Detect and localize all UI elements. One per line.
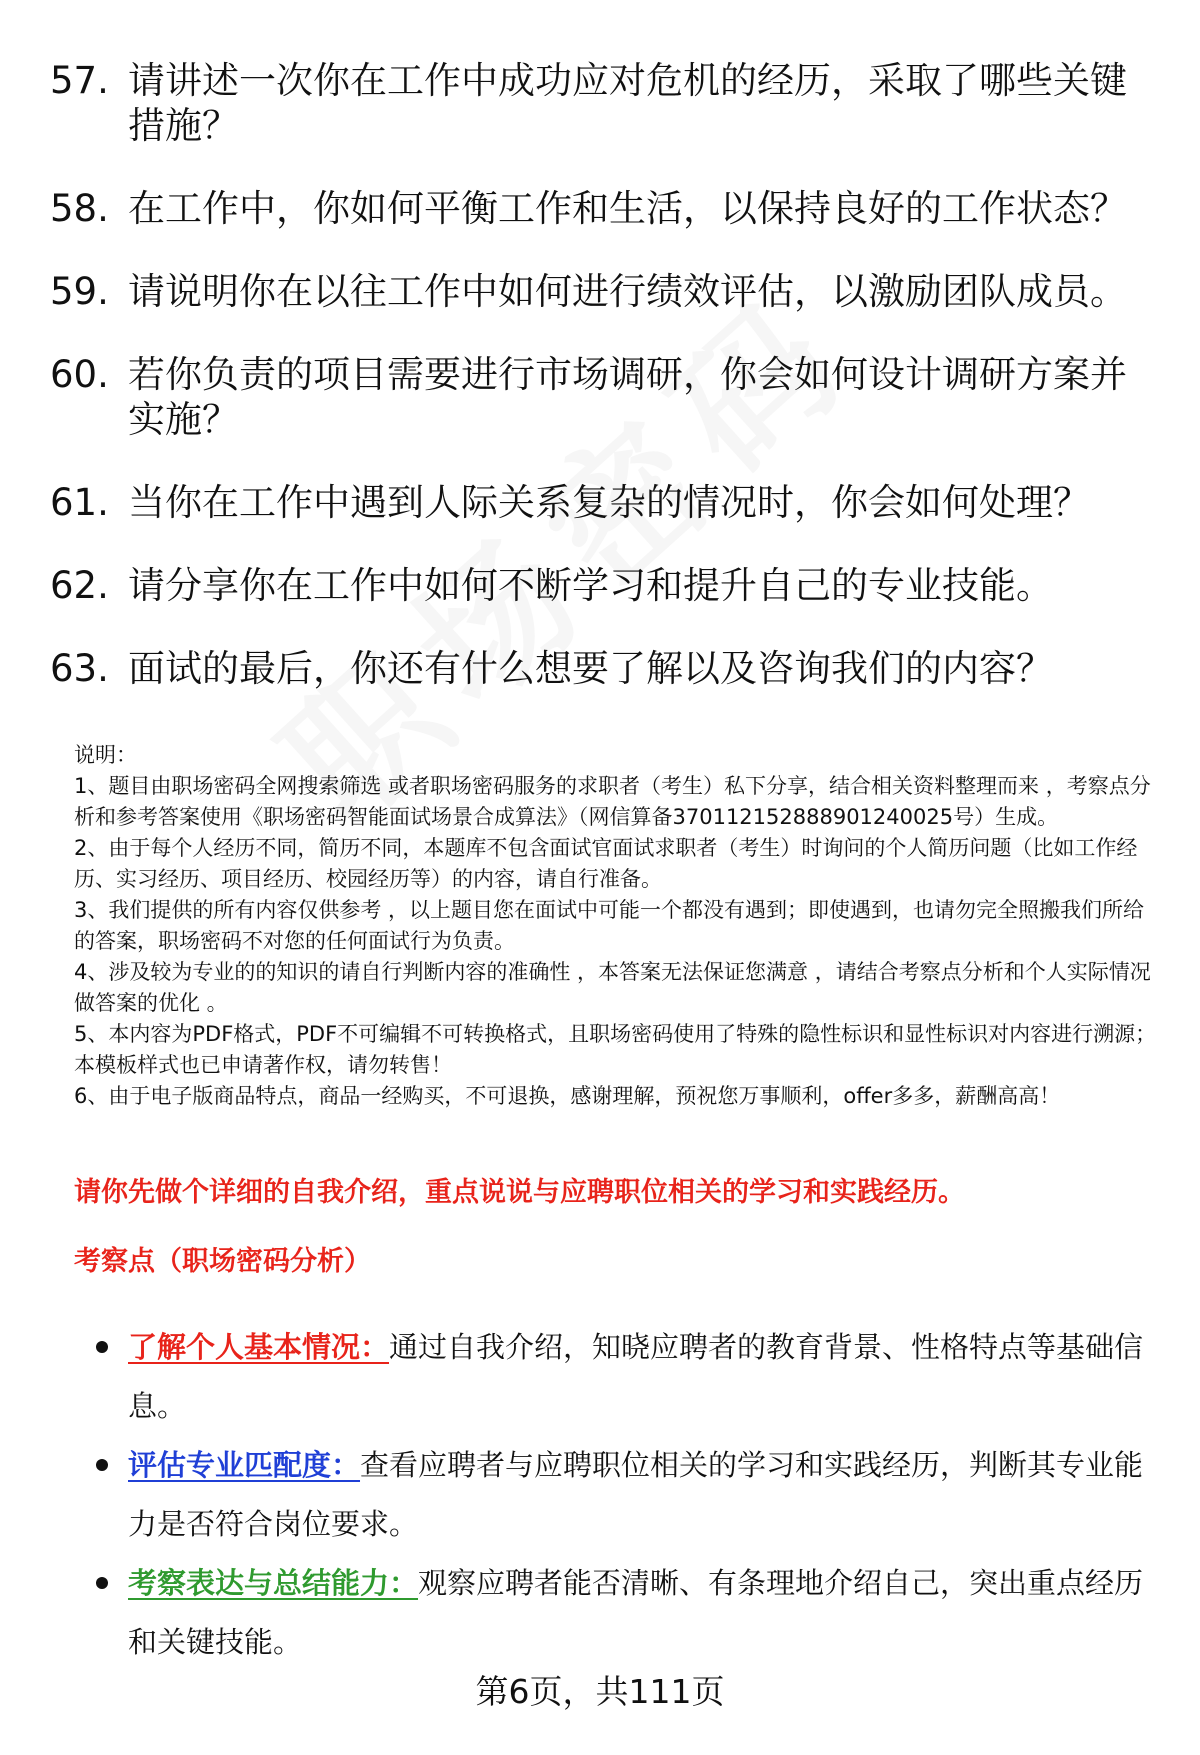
analysis-title: 考察点（职场密码分析） <box>74 1246 371 1277</box>
note-item: 4、涉及较为专业的的知识的请自行判断内容的准确性 ，本答案无法保证您满意 ，请结合考察点分析和个人实际情况做答案的优化 。 <box>74 960 1151 1015</box>
question-number: 63. <box>50 647 109 690</box>
note-item: 2、由于每个人经历不同，简历不同，本题库不包含面试官面试求职者（考生）时询问的个人简历问题（比如工作经历、实习经历、项目经历、校园经历等）的内容，请自行准备。 <box>74 836 1138 891</box>
question-number: 58. <box>50 187 109 230</box>
question-number: 60. <box>50 353 109 396</box>
question-item <box>50 186 1160 231</box>
question-text: 在工作中，你如何平衡工作和生活，以保持良好的工作状态？ <box>128 187 1127 230</box>
analysis-points <box>96 1318 1166 1672</box>
point-text: 观察应聘者能否清晰、有条理地介绍自己，突出重点经历和关键技能。 <box>128 1566 1144 1659</box>
question-number: 57. <box>50 59 109 102</box>
analysis-point <box>96 1554 1166 1672</box>
question-text: 请分享你在工作中如何不断学习和提升自己的专业技能。 <box>128 564 1053 607</box>
note-item: 6、由于电子版商品特点，商品一经购买，不可退换，感谢理解，预祝您万事顺利，offer多多，薪酬高高！ <box>74 1084 1061 1108</box>
notes-title: 说明： <box>74 743 137 767</box>
question-number: 61. <box>50 481 109 524</box>
page-footer: 第6页，共111页 <box>475 1672 725 1711</box>
question-item <box>50 352 1160 442</box>
question-number: 59. <box>50 270 109 313</box>
question-item <box>50 563 1160 608</box>
question-text: 当你在工作中遇到人际关系复杂的情况时，你会如何处理？ <box>128 481 1090 524</box>
analysis-point <box>96 1318 1166 1436</box>
notes-section <box>74 740 1164 1112</box>
featured-question: 请你先做个详细的自我介绍，重点说说与应聘职位相关的学习和实践经历。 <box>74 1177 965 1208</box>
question-item <box>50 269 1160 314</box>
point-label: 评估专业匹配度： <box>128 1448 361 1482</box>
question-number: 62. <box>50 564 109 607</box>
question-text: 请说明你在以往工作中如何进行绩效评估，以激励团队成员。 <box>128 270 1127 313</box>
question-item <box>50 480 1160 525</box>
point-text: 查看应聘者与应聘职位相关的学习和实践经历，判断其专业能力是否符合岗位要求。 <box>128 1448 1144 1541</box>
question-item <box>50 646 1160 691</box>
point-label: 考察表达与总结能力： <box>128 1566 419 1600</box>
bullet-icon <box>96 1577 108 1589</box>
note-item: 3、我们提供的所有内容仅供参考 ，以上题目您在面试中可能一个都没有遇到；即使遇到，也请勿完全照搬我们所给的答案，职场密码不对您的任何面试行为负责。 <box>74 898 1145 953</box>
question-text: 若你负责的项目需要进行市场调研，你会如何设计调研方案并实施？ <box>128 353 1127 441</box>
bullet-icon <box>96 1341 108 1353</box>
note-item: 5、本内容为PDF格式，PDF不可编辑不可转换格式，且职场密码使用了特殊的隐性标识和显性标识对内容进行溯源；本模板样式也已申请著作权，请勿转售！ <box>74 1022 1157 1077</box>
question-text: 请讲述一次你在工作中成功应对危机的经历，采取了哪些关键措施？ <box>128 59 1127 147</box>
point-label: 了解个人基本情况： <box>128 1330 390 1364</box>
question-item <box>50 58 1160 148</box>
question-list <box>50 58 1160 729</box>
question-text: 面试的最后，你还有什么想要了解以及咨询我们的内容？ <box>128 647 1053 690</box>
note-item: 1、题目由职场密码全网搜索筛选 或者职场密码服务的求职者（考生）私下分享，结合相关资料整理而来 ，考察点分析和参考答案使用《职场密码智能面试场景合成算法》（网信算备370112152888901240025号）生成。 <box>74 774 1151 829</box>
bullet-icon <box>96 1459 108 1471</box>
analysis-point <box>96 1436 1166 1554</box>
point-text: 通过自我介绍，知晓应聘者的教育背景、性格特点等基础信息。 <box>128 1330 1144 1423</box>
